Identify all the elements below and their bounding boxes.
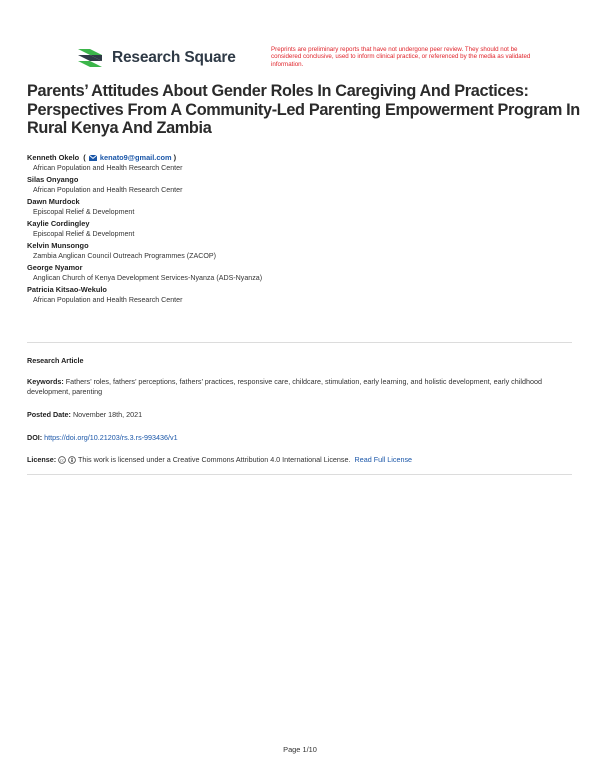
author-affiliation: African Population and Health Research Center (33, 296, 183, 305)
logo-text-research: Research (112, 49, 181, 66)
page-number: Page 1/10 (283, 745, 317, 754)
author-affiliation: Episcopal Relief & Development (33, 230, 135, 239)
author-name: Silas Onyango (27, 175, 79, 184)
doi-link[interactable]: https://doi.org/10.21203/rs.3.rs-993436/v1 (44, 433, 178, 442)
logo-text (112, 49, 236, 67)
author-email-link[interactable]: kenato9@gmail.com (99, 153, 172, 162)
author-affiliation: African Population and Health Research Center (33, 186, 183, 195)
author-name: Dawn Murdock (27, 197, 80, 206)
author-entry (27, 263, 567, 283)
posted-date-row (27, 410, 575, 420)
author-entry: Kenneth Okelo ( kenato9@gmail.com ) African Population and Health Research Center (27, 153, 567, 173)
author-affiliation: Episcopal Relief & Development (33, 208, 135, 217)
author-entry (27, 175, 567, 195)
author-name: Patricia Kitsao-Wekulo (27, 285, 107, 294)
author-name: Kelvin Munsongo (27, 241, 89, 250)
license-text: This work is licensed under a Creative Commons Attribution 4.0 International License. (78, 455, 351, 464)
license-row (27, 455, 575, 465)
envelope-icon (89, 155, 97, 161)
research-square-logo[interactable] (76, 47, 236, 69)
author-affiliation: African Population and Health Research Center (33, 164, 183, 173)
posted-date: November 18th, 2021 (72, 410, 143, 419)
paper-title: Parents’ Attitudes About Gender Roles In Caregiving And Practices: Perspectives From A Community-Led Parenting Empowerment Program In Rural Kenya And Zambia (27, 82, 580, 138)
article-type-row (27, 356, 575, 366)
divider (27, 342, 572, 343)
author-affiliation: Zambia Anglican Council Outreach Programmes (ZACOP) (33, 252, 216, 261)
article-type: Research Article (27, 356, 84, 365)
author-name: Kenneth Okelo (27, 153, 80, 162)
read-full-license-link[interactable]: Read Full License (354, 455, 413, 464)
attribution-icon (68, 456, 76, 464)
author-entry (27, 219, 567, 239)
divider (27, 474, 572, 475)
keywords-text: Fathers’ roles, fathers’ perceptions, fathers’ practices, responsive care, childcare, stimulation, early learning, and holistic development, early childhood development, parenting (27, 377, 542, 397)
author-name: Kaylie Cordingley (27, 219, 90, 228)
author-list (27, 153, 567, 307)
logo-text-square: Square (184, 49, 236, 66)
license-label: License: (27, 455, 57, 464)
author-affiliation: Anglican Church of Kenya Development Services-Nyanza (ADS-Nyanza) (33, 274, 263, 283)
posted-date-label: Posted Date: (27, 410, 71, 419)
author-entry (27, 285, 567, 305)
creative-commons-icon (58, 456, 66, 464)
author-entry (27, 197, 567, 217)
svg-text:cc: cc (60, 457, 65, 463)
preprint-disclaimer: Preprints are preliminary reports that have not undergone peer review. They should not be considered conclusive, used to inform clinical practice, or referenced by the media as validated information. (271, 46, 531, 68)
doi-row (27, 433, 575, 443)
research-square-logo-icon (76, 47, 104, 69)
keywords-label: Keywords: (27, 377, 64, 386)
author-name: George Nyamor (27, 263, 83, 272)
author-entry (27, 241, 567, 261)
doi-label: DOI: (27, 433, 43, 442)
keywords-row (27, 377, 575, 398)
